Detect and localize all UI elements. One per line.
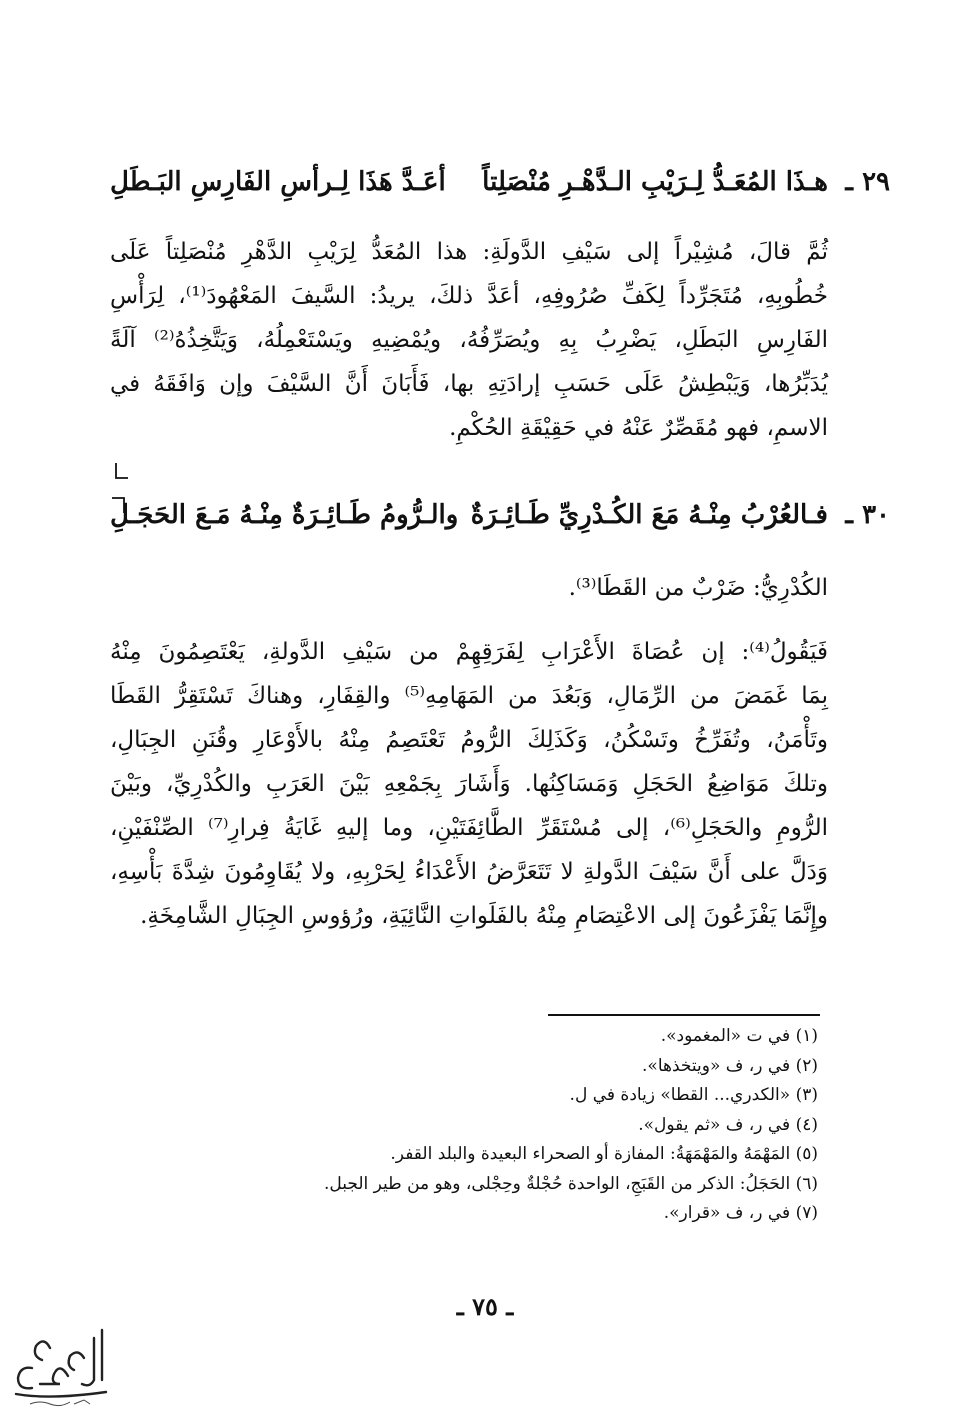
calligraphy-stamp-logo: [10, 1318, 110, 1410]
verse-29: [110, 167, 890, 197]
footnote: (٣) «الكدري... القطا» زيادة في ل.: [569, 1085, 818, 1105]
verse-second-hemistich: والـرُّومُ طَـائِـرَةٌ مِنْـهُ مَـعَ الحَجَـلِ: [110, 500, 459, 530]
verse-30: [110, 500, 890, 530]
verse-first-hemistich: هـذَا المُعَـدُّ لِـرَيْبِ الـدَّهْـرِ مُنْصَلِتاً: [482, 167, 828, 197]
text-line: وإِنَّمَا يَفْزَعُونَ إلى الاعْتِصَامِ مِنْهُ بالفَلَواتِ النَّائِيَةِ، ورُؤوسِ الجِبَالِ الشَّامِخَةِ.: [140, 903, 828, 929]
text-line: الاسمِ، فهو مُقَصِّرٌ عَنْهُ في حَقِيْقَةِ الحُكْمِ.: [449, 415, 828, 441]
text-line: بِمَا غَمَضَ من الرِّمَالِ، وَبَعُدَ من المَهَامِهِ⁽⁵⁾ والقِفَارِ، وهناكَ تَسْتَقِرُّ القَطَا: [110, 683, 828, 709]
footnotes: [178, 1022, 818, 1229]
text-line: وَدَلَّ على أَنَّ سَيْفَ الدَّولةِ لا تَتَعَرَّضُ الأَعْدَاءُ لِحَرْبِهِ، ولا يُقَاوِمُونَ شِدَّةَ بَأْسِهِ،: [110, 859, 828, 885]
verse-number: ٢٩ ـ: [845, 167, 890, 197]
footnote: (٤) في ر، ف «ثم يقول».: [638, 1114, 818, 1135]
text-line: يُدَبِّرُها، وَيَبْطِشُ عَلَى حَسَبِ إرادَتِهِ بها، فَأَبَانَ أَنَّ السَّيْفَ وإن وَافَقَهُ في: [110, 371, 828, 397]
text-line: وتلكَ مَوَاضِعُ الحَجَلِ وَمَسَاكِنُها. وَأَشَارَ بِجَمْعِهِ بَيْنَ العَرَبِ والكُدْرِيِّ، وبَيْنَ: [110, 771, 828, 797]
verse-second-hemistich: أعَـدَّ هَذَا لِـرأسِ الفَارِسِ البَـطَلِ: [110, 167, 446, 197]
footnote: (٢) في ر، ف «ويتخذها».: [642, 1055, 818, 1076]
insertion-mark-end: [114, 462, 130, 480]
footnote: (٧) في ر، ف «قرار».: [663, 1203, 818, 1223]
text-line: الرُّومِ والحَجَلِ⁽⁶⁾، إلى مُسْتَقَرِّ الطَّائِفَتَيْنِ، وما إليهِ غَايَةُ فِرارِ⁽⁷⁾ الصِّنْفَيْنِ،: [110, 815, 828, 841]
verse-number: ٣٠ ـ: [845, 500, 890, 530]
text-line: فَيَقُولُ⁽⁴⁾: إن عُصَاةَ الأَعْرَابِ لِفَرَقِهِمْ من سَيْفِ الدَّولةِ، يَعْتَصِمُونَ مِنْهُ: [110, 639, 828, 665]
text-line: خُطُوبِهِ، مُتَجَرِّداً لِكَفِّ صُرُوفِهِ، أعَدَّ ذلكَ، يريدُ: السَّيفَ المَعْهُودَ⁽¹⁾، لِرَأْسِ: [110, 283, 828, 309]
page-number: ـ ٧٥ ـ: [456, 1292, 514, 1321]
text-line: وتَأْمَنُ، وتُفَرِّخُ وتَسْكُنُ، وَكَذَلِكَ الرُّومُ تَعْتَصِمُ مِنْهُ بالأَوْعَارِ وقُنَنِ الجِبَالِ،: [110, 727, 828, 753]
verse-first-hemistich: فـالعُرْبُ مِنْـهُ مَعَ الكُـدْرِيِّ طَـائِـرَةٌ: [470, 500, 828, 530]
text-line: ثُمَّ قالَ، مُشِيْراً إلى سَيْفِ الدَّولَةِ: هذا المُعَدُّ لِرَيْبِ الدَّهْرِ مُنْصَلِتاً عَلَى: [110, 239, 828, 265]
commentary-verse-29: [110, 230, 828, 450]
footnote-separator: [548, 1014, 820, 1016]
commentary-verse-30: [110, 630, 828, 938]
footnote: (٥) المَهْمَهُ والمَهْمَهَةُ: المفازة أو الصحراء البعيدة والبلد القفر.: [390, 1144, 818, 1164]
text-line: الكُدْرِيُّ: ضَرْبٌ من القَطَا⁽³⁾.: [568, 575, 828, 601]
text-line: الفَارِسِ البَطَلِ، يَضْرِبُ بِهِ ويُصَرِّفُهُ، ويُمْضِيهِ ويَسْتَعْمِلُهُ، وَيَتَّخِذُهُ⁽²⁾ آلَةً: [110, 327, 828, 353]
insertion-mark-start: [110, 496, 126, 514]
gloss-kudri: [110, 566, 828, 610]
footnote: (٦) الحَجَلُ: الذكر من القَبَجِ، الواحدة حُجْلةٌ وحِجْلى، وهو من طير الجبل.: [323, 1173, 818, 1194]
footnote: (١) في ت «المغمود».: [660, 1026, 818, 1046]
